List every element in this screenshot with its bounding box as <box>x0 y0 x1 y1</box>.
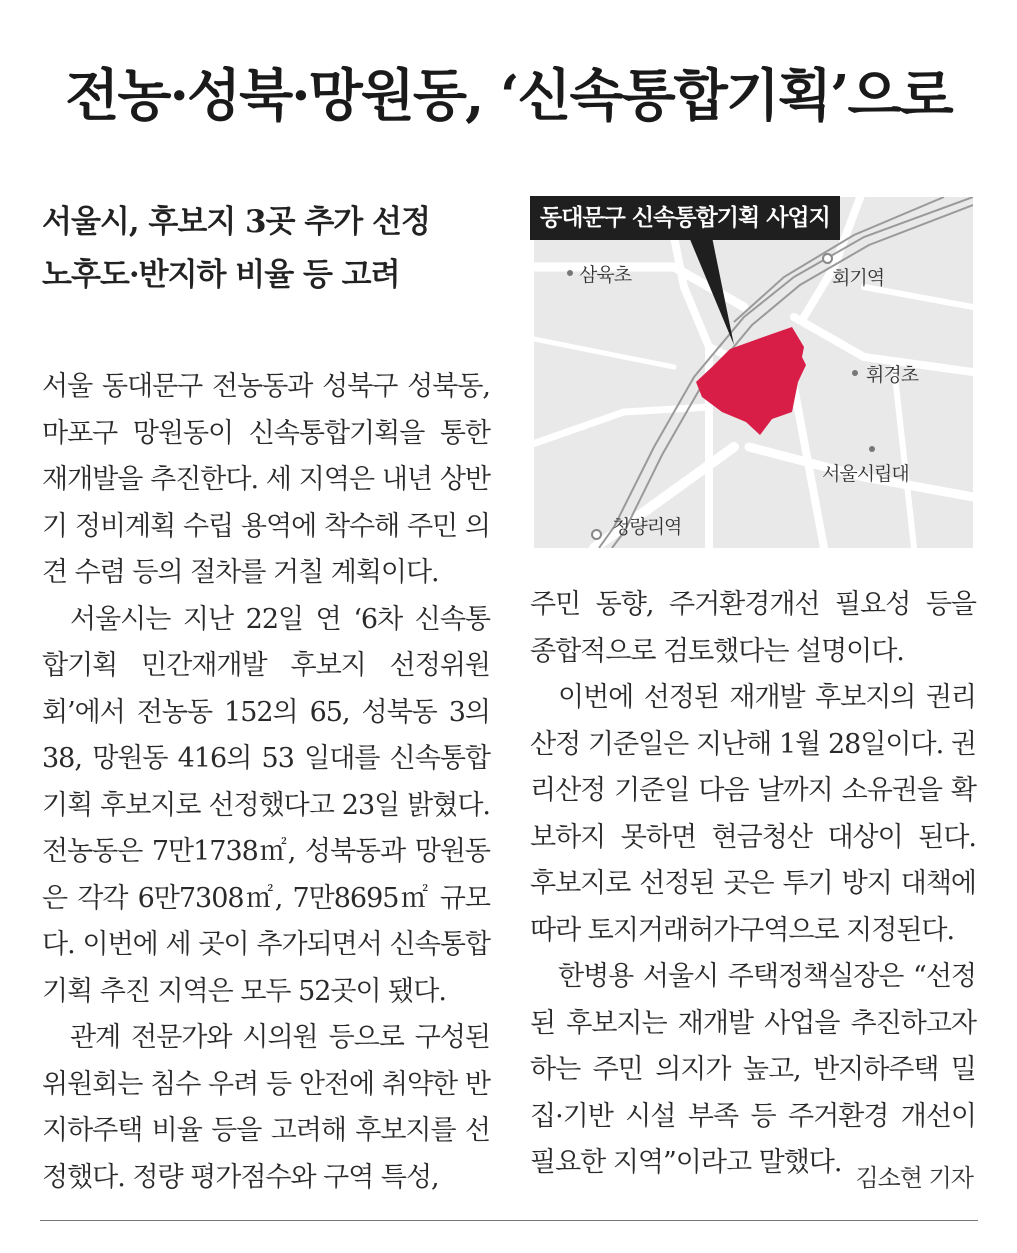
paragraph: 서울시는 지난 22일 연 ‘6차 신속통합기획 민간재개발 후보지 선정위원회’에서 전농동 152의 65, 성북동 3의 38, 망원동 416의 53 일대를 신속통합기획 후보지로 선정했다고 23일 밝혔다. 전농동은 7만1738㎡, 성북동과 망원동은 각각 6만7308㎡, 7만8695㎡ 규모다. 이번에 세 곳이 추가되면서 신속통합기획 추진 지역은 모두 52곳이 됐다. <box>42 603 490 1007</box>
map-label-samyuk: 삼육초 <box>579 264 632 286</box>
map-point-icon <box>852 370 858 376</box>
subheadings <box>42 196 512 302</box>
headline: 전농·성북·망원동, ‘신속통합기획’으로 <box>65 63 952 129</box>
map-label-hwigyeong: 휘경초 <box>866 364 919 386</box>
article-column-2 <box>530 582 976 1187</box>
station-icon <box>591 529 602 540</box>
paragraph: 한병용 서울시 주택정책실장은 “선정된 후보지는 재개발 사업을 추진하고자 하는 주민 의지가 높고, 반지하주택 밀집·기반 시설 부족 등 주거환경 개선이 필요한 지역”이라고 말했다. <box>530 961 976 1178</box>
subheading-2: 노후도·반지하 비율 등 고려 <box>42 257 400 293</box>
map-point-icon <box>869 446 875 452</box>
map-label-uos: 서울시립대 <box>822 463 909 485</box>
paragraph: 주민 동향, 주거환경개선 필요성 등을 종합적으로 검토했다는 설명이다. <box>530 589 976 667</box>
bottom-divider <box>40 1220 978 1221</box>
article-column-1 <box>42 364 490 1201</box>
map-title: 동대문구 신속통합기획 사업지 <box>530 196 840 240</box>
byline: 김소현 기자 <box>855 1164 973 1192</box>
map-label-hoegi: 회기역 <box>832 267 885 289</box>
paragraph: 서울 동대문구 전농동과 성북구 성북동, 마포구 망원동이 신속통합기획을 통한 재개발을 추진한다. 세 지역은 내년 상반기 정비계획 수립 용역에 착수해 주민 의견 수렴 등의 절차를 거칠 계획이다. <box>42 371 490 588</box>
paragraph: 관계 전문가와 시의원 등으로 구성된 위원회는 침수 우려 등 안전에 취약한 반지하주택 비율 등을 고려해 후보지를 선정했다. 정량 평가점수와 구역 특성, <box>42 1022 490 1193</box>
map-label-cheongnyangni: 청량리역 <box>612 516 682 538</box>
map-point-icon <box>567 270 573 276</box>
subheading-1: 서울시, 후보지 3곳 추가 선정 <box>42 204 430 240</box>
paragraph: 이번에 선정된 재개발 후보지의 권리산정 기준일은 지난해 1월 28일이다. 권리산정 기준일 다음 날까지 소유권을 확보하지 못하면 현금청산 대상이 된다. 후보지로 선정된 곳은 투기 방지 대책에 따라 토지거래허가구역으로 지정된다. <box>530 682 976 946</box>
